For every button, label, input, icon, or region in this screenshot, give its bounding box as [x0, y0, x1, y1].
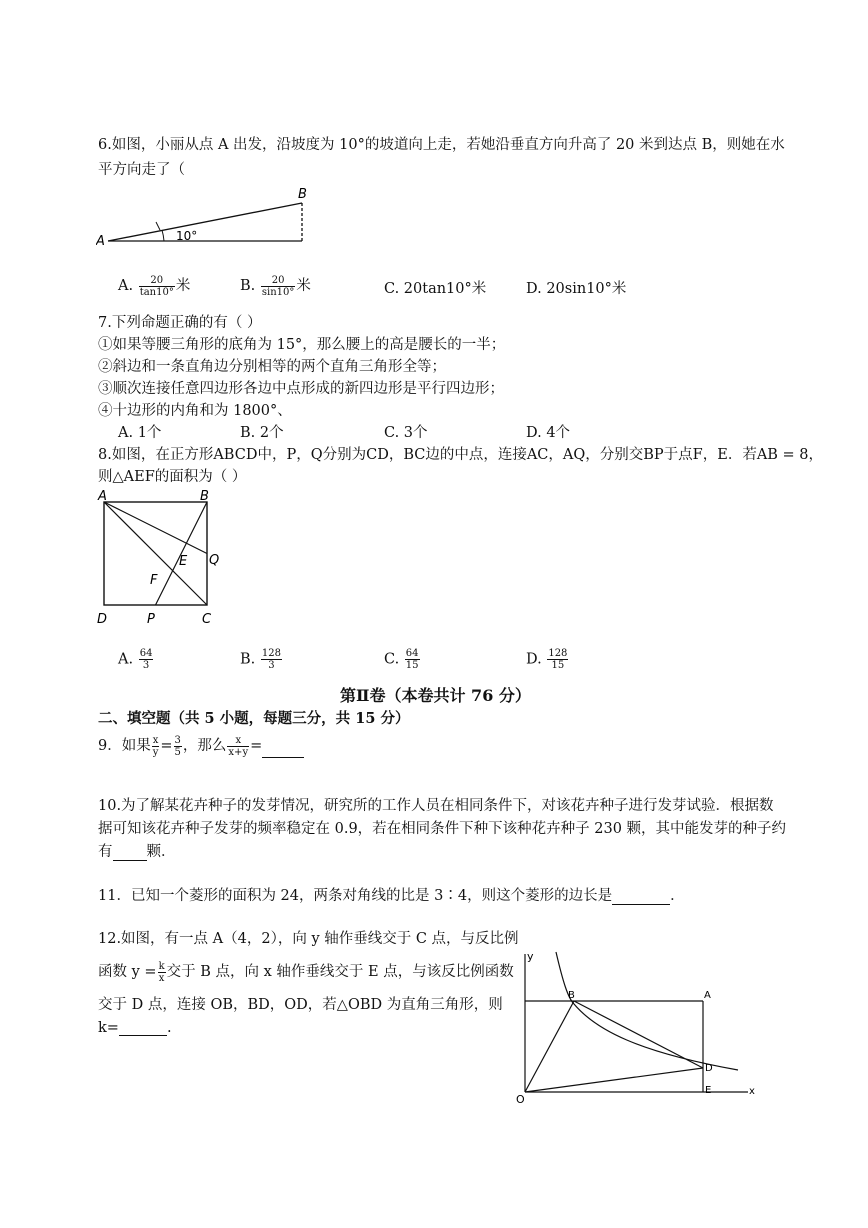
equals-sign: =	[160, 738, 173, 754]
q10-line1: 10.为了解某花卉种子的发芽情况，研究所的工作人员在相同条件下，对该花卉种子进行发芽试验．根据数	[98, 798, 774, 814]
option-letter: B.	[240, 278, 256, 294]
option-unit: 米	[296, 278, 311, 294]
q6-slope-figure	[96, 186, 316, 248]
q7-stem: 7.下列命题正确的有（ ）	[98, 315, 262, 331]
fraction: $\frac{k}{x}$	[158, 960, 165, 984]
fraction: $\frac{64}{3}$	[139, 648, 153, 671]
answer-blank[interactable]	[113, 846, 147, 861]
option-letter: C.	[384, 281, 400, 297]
q6-option-d[interactable]	[526, 277, 626, 298]
q8-option-d[interactable]	[526, 648, 569, 671]
answer-blank[interactable]	[262, 743, 304, 758]
q9-stem	[98, 734, 304, 758]
q6-label-a: A	[96, 234, 105, 248]
option-unit: 米	[175, 278, 191, 294]
q7-option-a[interactable]: A. 1个	[118, 425, 162, 441]
q8-option-b[interactable]	[240, 648, 283, 671]
q12-line2	[98, 960, 514, 984]
q11-end: ．	[670, 888, 685, 904]
q6-angle-label: 10°	[176, 229, 198, 243]
q12-line3: 交于 D 点，连接 OB，BD，OD，若△OBD 为直角三角形，则	[98, 997, 503, 1013]
q12-label-e: E	[705, 1085, 712, 1096]
q7-option-d[interactable]: D. 4个	[526, 425, 571, 441]
fraction: $\frac{3}{5}$	[174, 734, 181, 758]
q12-line4	[98, 1020, 172, 1036]
q12-label-b: B	[568, 990, 575, 1001]
q10-line3-end: 颗．	[146, 844, 176, 860]
q8-option-c[interactable]	[384, 648, 421, 671]
q10-line3-start: 有	[98, 844, 113, 860]
q8-stem-line2: 则△AEF的面积为（ ）	[98, 469, 247, 485]
q6-option-a[interactable]	[118, 274, 190, 298]
q6-option-c[interactable]	[384, 277, 486, 298]
equals-sign: =	[250, 738, 263, 754]
q8-label-d: D	[97, 612, 108, 627]
q12-label-y: y	[527, 950, 534, 963]
q7-item-2: ②斜边和一条直角边分别相等的两个直角三角形全等；	[98, 359, 446, 375]
q12-line1: 12.如图，有一点 A（4，2），向 y 轴作垂线交于 C 点，与反比例	[98, 931, 519, 947]
q12-line4-start: k=	[98, 1020, 119, 1036]
answer-blank[interactable]	[119, 1021, 167, 1036]
part2-title: 第Ⅱ卷（本卷共计 76 分）	[340, 686, 531, 705]
q10-line2: 据可知该花卉种子发芽的频率稳定在 0.9，若在相同条件下种下该种花卉种子 230 颗，其中能发芽的种子约	[98, 821, 787, 837]
answer-blank[interactable]	[612, 890, 670, 905]
q12-line4-end: .	[166, 1020, 172, 1036]
q8-label-c: C	[202, 612, 212, 627]
q6-stem-line2: 平方向走了（	[98, 162, 185, 178]
q8-square-figure	[94, 488, 234, 630]
q12-label-a: A	[704, 990, 711, 1001]
fraction: $\frac{x}{y}$	[152, 734, 159, 758]
q7-option-c[interactable]: C. 3个	[384, 425, 428, 441]
option-letter: C.	[384, 651, 400, 668]
fraction: $\frac{128}{15}$	[548, 648, 568, 671]
option-letter: A.	[118, 651, 134, 668]
fraction: $\frac{20}{\tan 10^\circ}$	[139, 274, 174, 298]
q8-label-f: F	[150, 573, 158, 588]
option-letter: A.	[118, 278, 134, 294]
q10-line3	[98, 840, 176, 861]
q12-line2-end: 交于 B 点，向 x 轴作垂线交于 E 点，与该反比例函数	[166, 964, 514, 980]
q8-stem-line1: 8.如图，在正方形ABCD中，P，Q分别为CD，BC边的中点，连接AC，AQ，分别交BP于点F，E．若AB = 8，	[98, 447, 824, 463]
option-text: 20tan10°米	[403, 281, 487, 297]
option-text: 20sin10°米	[546, 281, 627, 297]
q9-mid: ，那么	[182, 738, 227, 754]
q7-item-3: ③顺次连接任意四边形各边中点形成的新四边形是平行四边形；	[98, 381, 504, 397]
q12-label-x: x	[749, 1086, 755, 1097]
option-letter: D.	[526, 651, 542, 668]
q8-label-q: Q	[209, 553, 220, 568]
q8-label-b: B	[200, 489, 209, 504]
q6-stem-line1: 6.如图，小丽从点 A 出发，沿坡度为 10°的坡道向上走，若她沿垂直方向升高了 20 米到达点 B，则她在水	[98, 137, 785, 153]
q12-coordinate-figure	[508, 942, 764, 1108]
q12-label-o: O	[516, 1093, 525, 1106]
q9-prefix: 9．如果	[98, 738, 151, 754]
q7-option-b[interactable]: B. 2个	[240, 425, 284, 441]
q8-label-e: E	[179, 554, 188, 569]
q8-option-a[interactable]	[118, 648, 154, 671]
fraction: $\frac{64}{15}$	[405, 648, 419, 671]
section-fill-in-blank: 二、填空题（共 5 小题，每题三分，共 15 分）	[98, 710, 410, 727]
q7-item-4: ④十边形的内角和为 1800°、	[98, 403, 292, 419]
fraction: $\frac{128}{3}$	[261, 648, 281, 671]
q11-stem	[98, 884, 685, 905]
q8-label-a: A	[98, 489, 107, 504]
q6-option-b[interactable]	[240, 274, 311, 298]
q12-line2-start: 函数 y =	[98, 964, 157, 980]
option-letter: B.	[240, 651, 256, 668]
fraction: $\frac{x}{x+y}$	[228, 734, 249, 758]
fraction: $\frac{20}{\sin 10^\circ}$	[261, 274, 295, 298]
q8-label-p: P	[147, 612, 155, 627]
q12-label-d: D	[705, 1063, 713, 1074]
q11-text: 11．已知一个菱形的面积为 24，两条对角线的比是 3∶4，则这个菱形的边长是	[98, 888, 613, 904]
q7-item-1: ①如果等腰三角形的底角为 15°，那么腰上的高是腰长的一半；	[98, 337, 506, 353]
option-letter: D.	[526, 281, 542, 297]
q6-label-b: B	[298, 187, 307, 202]
